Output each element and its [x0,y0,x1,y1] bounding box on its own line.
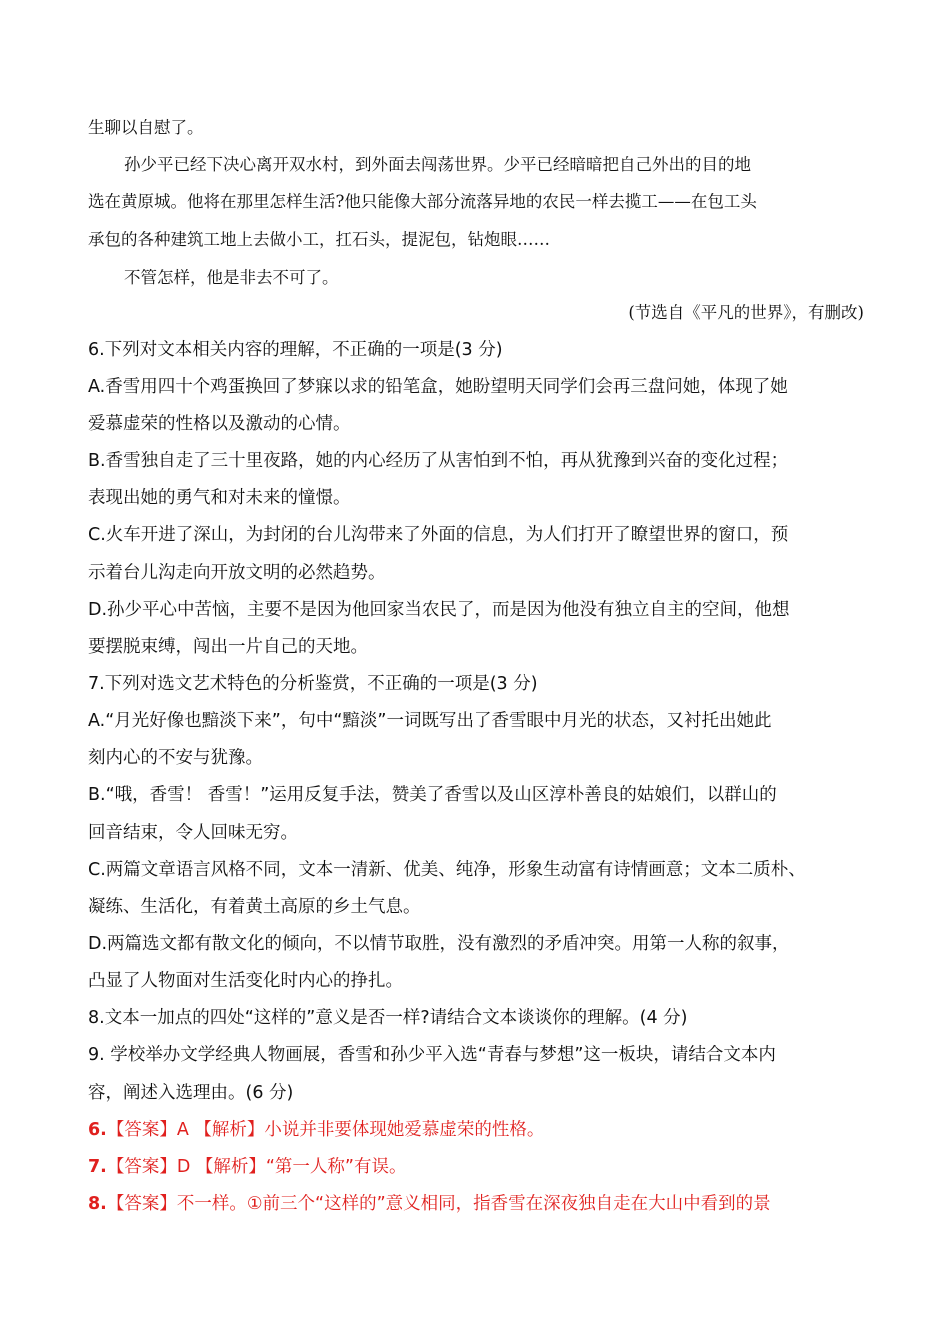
question-6-option-b-cont: 表现出她的勇气和对未来的憧憬。 [88,488,351,508]
passage-line: 选在黄原城。他将在那里怎样生活?他只能像大部分流落异地的农民一样去揽工——在包工头 [88,192,757,211]
source-citation: (节选自《平凡的世界》，有删改) [628,303,864,322]
question-7-option-d: D.两篇选文都有散文化的倾向，不以情节取胜，没有激烈的矛盾冲突。用第一人称的叙事， [88,934,790,954]
answer-8-number: 8. [88,1194,107,1214]
question-6-option-b: B.香雪独自走了三十里夜路，她的内心经历了从害怕到不怕，再从犹豫到兴奋的变化过程； [88,451,789,471]
question-9-stem-cont: 容，阐述入选理由。(6 分) [88,1083,294,1103]
question-7-option-d-cont: 凸显了人物面对生活变化时内心的挣扎。 [88,971,403,991]
question-6-stem: 6.下列对文本相关内容的理解，不正确的一项是(3 分) [88,340,503,360]
passage-line: 生聊以自慰了。 [88,118,204,137]
answer-7-number: 7. [88,1157,107,1177]
answer-6-text: 【答案】A 【解析】小说并非要体现她爱慕虚荣的性格。 [106,1120,545,1140]
question-9-stem: 9. 学校举办文学经典人物画展，香雪和孙少平入选“青春与梦想”这一板块，请结合文本内 [88,1045,776,1065]
question-8-stem: 8.文本一加点的四处“这样的”意义是否一样?请结合文本谈谈你的理解。(4 分) [88,1008,688,1028]
question-6-option-d: D.孙少平心中苦恼，主要不是因为他回家当农民了，而是因为他没有独立自主的空间，他想 [88,600,790,620]
passage-line: 承包的各种建筑工地上去做小工，扛石头，提泥包，钻炮眼…… [88,230,550,249]
question-6-option-c: C.火车开进了深山，为封闭的台儿沟带来了外面的信息，为人们打开了瞭望世界的窗口，预 [88,525,789,545]
question-7-option-c: C.两篇文章语言风格不同，文本一清新、优美、纯净，形象生动富有诗情画意；文本二质朴、 [88,860,806,880]
question-6-option-d-cont: 要摆脱束缚，闯出一片自己的天地。 [88,637,368,657]
answer-7 [88,1155,407,1179]
answer-6 [88,1118,544,1142]
question-7-option-b-cont: 回音结束，令人回味无穷。 [88,823,298,843]
passage-line: 孙少平已经下决心离开双水村，到外面去闯荡世界。少平已经暗暗把自己外出的目的地 [124,155,751,174]
question-7-option-c-cont: 凝练、生活化，有着黄土高原的乡土气息。 [88,897,421,917]
answer-6-number: 6. [88,1120,107,1140]
passage-line: 不管怎样，他是非去不可了。 [124,268,339,287]
answer-8-text: 【答案】不一样。①前三个“这样的”意义相同，指香雪在深夜独自走在大山中看到的景 [106,1194,771,1214]
question-7-option-b: B.“哦，香雪！ 香雪！”运用反复手法，赞美了香雪以及山区淳朴善良的姑娘们，以群山的 [88,785,777,805]
question-7-stem: 7.下列对选文艺术特色的分析鉴赏，不正确的一项是(3 分) [88,674,538,694]
answer-8 [88,1192,771,1216]
question-6-option-c-cont: 示着台儿沟走向开放文明的必然趋势。 [88,563,386,583]
question-6-option-a: A.香雪用四十个鸡蛋换回了梦寐以求的铅笔盒，她盼望明天同学们会再三盘问她，体现了她 [88,377,788,397]
question-7-option-a: A.“月光好像也黯淡下来”，句中“黯淡”一词既写出了香雪眼中月光的状态，又衬托出她此 [88,711,772,731]
question-7-option-a-cont: 刻内心的不安与犹豫。 [88,748,263,768]
answer-7-text: 【答案】D 【解析】“第一人称”有误。 [106,1157,407,1177]
question-6-option-a-cont: 爱慕虚荣的性格以及激动的心情。 [88,414,351,434]
